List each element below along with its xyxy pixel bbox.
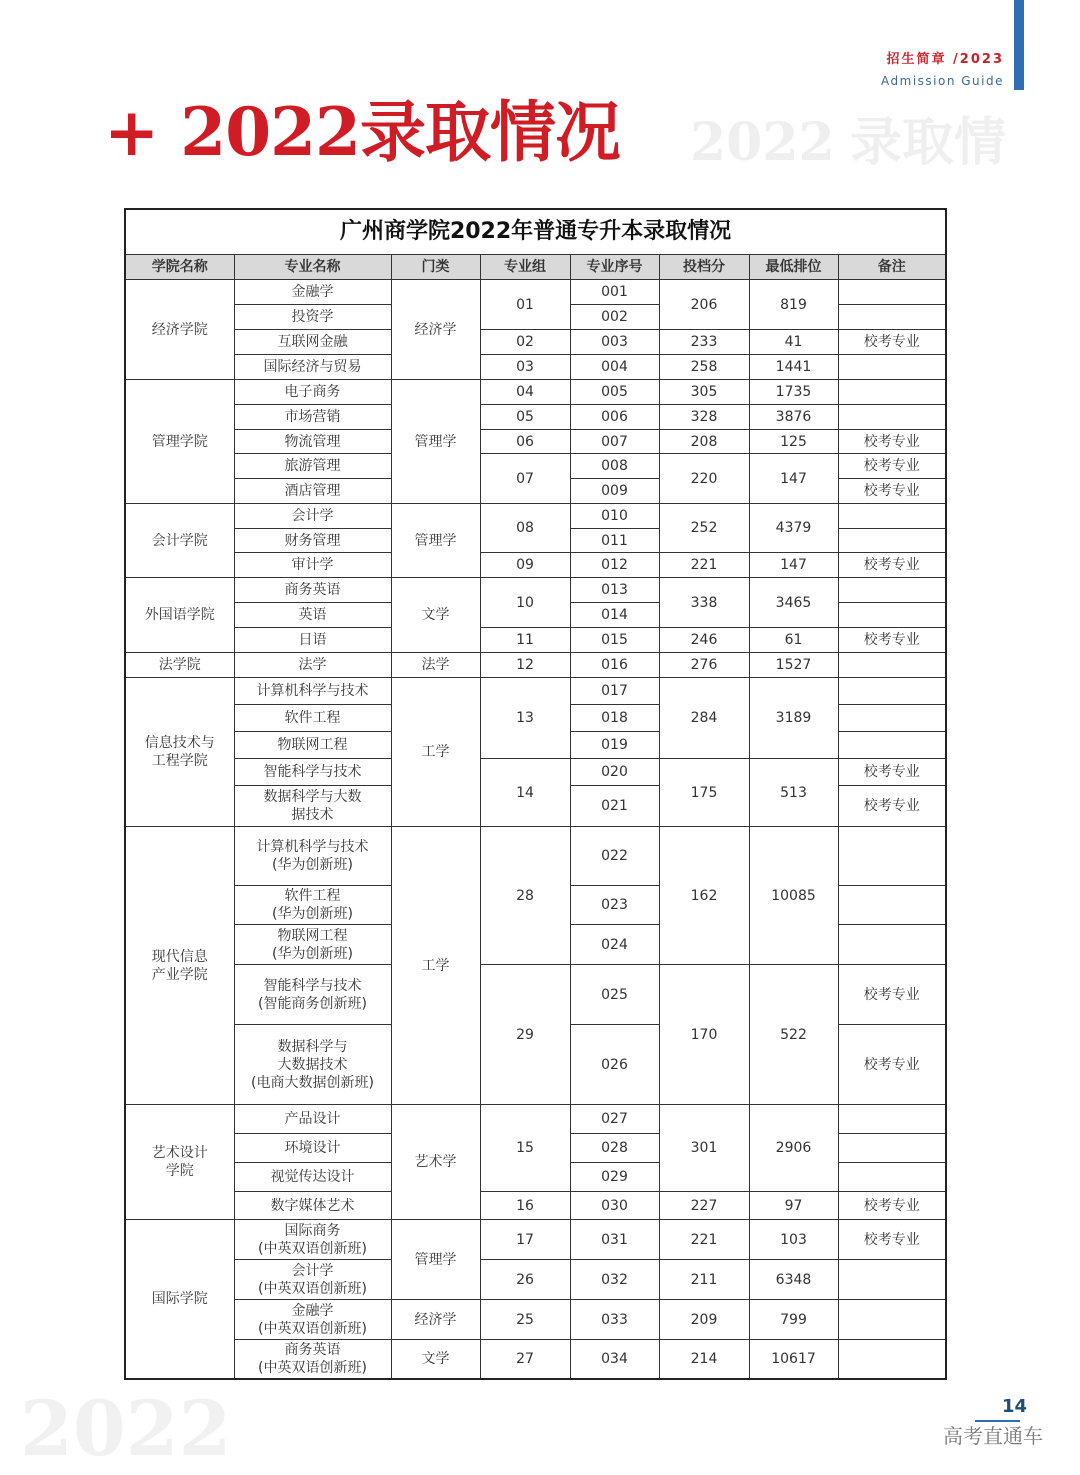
table-row (125, 355, 946, 380)
note-cell (838, 678, 946, 705)
seq-cell: 031 (570, 1220, 659, 1260)
major-cell: 数据科学与大数 据技术 (234, 786, 391, 827)
rank-cell: 3465 (749, 578, 838, 628)
major-cell: 审计学 (234, 553, 391, 578)
seq-cell: 022 (570, 827, 659, 886)
note-cell (838, 1105, 946, 1134)
score-cell: 220 (659, 454, 749, 504)
table-row (125, 330, 946, 355)
score-cell: 227 (659, 1192, 749, 1220)
rank-cell: 10617 (749, 1340, 838, 1379)
rank-cell: 1735 (749, 380, 838, 405)
major-cell: 日语 (234, 628, 391, 653)
page-underline (975, 1420, 1020, 1422)
group-cell: 26 (480, 1260, 570, 1300)
seq-cell: 005 (570, 380, 659, 405)
table-row (125, 759, 946, 786)
rank-cell: 147 (749, 553, 838, 578)
major-cell: 商务英语 (234, 578, 391, 603)
note-cell: 校考专业 (838, 759, 946, 786)
seq-cell: 010 (570, 504, 659, 529)
table-row (125, 1260, 946, 1300)
note-cell: 校考专业 (838, 454, 946, 479)
seq-cell: 026 (570, 1025, 659, 1105)
rank-cell: 513 (749, 759, 838, 827)
group-cell: 10 (480, 578, 570, 628)
rank-cell: 10085 (749, 827, 838, 965)
group-cell: 16 (480, 1192, 570, 1220)
seq-cell: 032 (570, 1260, 659, 1300)
rank-cell: 2906 (749, 1105, 838, 1192)
major-cell: 国际经济与贸易 (234, 355, 391, 380)
category-cell: 管理学 (391, 1220, 480, 1300)
category-cell: 艺术学 (391, 1105, 480, 1220)
note-cell: 校考专业 (838, 1025, 946, 1105)
seq-cell: 020 (570, 759, 659, 786)
major-cell: 旅游管理 (234, 454, 391, 479)
note-cell: 校考专业 (838, 330, 946, 355)
score-cell: 162 (659, 827, 749, 965)
table-row (125, 827, 946, 886)
college-cell: 经济学院 (125, 280, 234, 380)
rank-cell: 4379 (749, 504, 838, 553)
watermark-text: 录取情 (850, 112, 1007, 173)
group-cell: 03 (480, 355, 570, 380)
table-row (125, 405, 946, 430)
category-cell: 工学 (391, 827, 480, 1105)
seq-cell: 009 (570, 479, 659, 504)
seq-cell: 033 (570, 1300, 659, 1340)
table-row (125, 965, 946, 1025)
major-cell: 国际商务 (中英双语创新班) (234, 1220, 391, 1260)
score-cell: 221 (659, 1220, 749, 1260)
column-header: 最低排位 (749, 255, 838, 280)
note-cell (838, 1134, 946, 1163)
score-cell: 208 (659, 430, 749, 454)
group-cell: 29 (480, 965, 570, 1105)
note-cell (838, 603, 946, 628)
seq-cell: 029 (570, 1163, 659, 1192)
table-row (125, 280, 946, 305)
major-cell: 计算机科学与技术 (234, 678, 391, 705)
seq-cell: 034 (570, 1340, 659, 1379)
score-cell: 252 (659, 504, 749, 553)
seq-cell: 007 (570, 430, 659, 454)
note-cell: 校考专业 (838, 1192, 946, 1220)
major-cell: 产品设计 (234, 1105, 391, 1134)
major-cell: 投资学 (234, 305, 391, 330)
major-cell: 物联网工程 (234, 732, 391, 759)
note-cell (838, 380, 946, 405)
major-cell: 金融学 (中英双语创新班) (234, 1300, 391, 1340)
group-cell: 11 (480, 628, 570, 653)
seq-cell: 025 (570, 965, 659, 1025)
group-cell: 05 (480, 405, 570, 430)
table-row (125, 578, 946, 603)
major-cell: 计算机科学与技术 (华为创新班) (234, 827, 391, 886)
major-cell: 会计学 (中英双语创新班) (234, 1260, 391, 1300)
watermark-bottom: 2022 (20, 1384, 232, 1473)
header-row (125, 255, 946, 280)
category-cell: 经济学 (391, 1300, 480, 1340)
score-cell: 284 (659, 678, 749, 759)
seq-cell: 024 (570, 925, 659, 965)
seq-cell: 008 (570, 454, 659, 479)
column-header: 专业组 (480, 255, 570, 280)
rank-cell: 6348 (749, 1260, 838, 1300)
brand-english: Admission Guide (881, 74, 1004, 88)
rank-cell: 97 (749, 1192, 838, 1220)
college-cell: 外国语学院 (125, 578, 234, 653)
table-row (125, 1220, 946, 1260)
major-cell: 会计学 (234, 504, 391, 529)
rank-cell: 1527 (749, 653, 838, 678)
category-cell: 文学 (391, 578, 480, 653)
note-cell: 校考专业 (838, 430, 946, 454)
table-row (125, 653, 946, 678)
note-cell (838, 705, 946, 732)
major-cell: 物联网工程 (华为创新班) (234, 925, 391, 965)
note-cell (838, 504, 946, 529)
major-cell: 数字媒体艺术 (234, 1192, 391, 1220)
table-row (125, 454, 946, 479)
note-cell (838, 732, 946, 759)
category-cell: 经济学 (391, 280, 480, 380)
major-cell: 智能科学与技术 (智能商务创新班) (234, 965, 391, 1025)
seq-cell: 030 (570, 1192, 659, 1220)
note-cell (838, 1163, 946, 1192)
note-cell: 校考专业 (838, 1220, 946, 1260)
admission-table (124, 208, 947, 1380)
rank-cell: 125 (749, 430, 838, 454)
note-cell (838, 529, 946, 553)
score-cell: 301 (659, 1105, 749, 1192)
note-cell (838, 886, 946, 925)
college-cell: 现代信息 产业学院 (125, 827, 234, 1105)
college-cell: 管理学院 (125, 380, 234, 504)
rank-cell: 3876 (749, 405, 838, 430)
seq-cell: 001 (570, 280, 659, 305)
group-cell: 01 (480, 280, 570, 330)
table-row (125, 430, 946, 454)
college-cell: 法学院 (125, 653, 234, 678)
seq-cell: 013 (570, 578, 659, 603)
seq-cell: 021 (570, 786, 659, 827)
note-cell (838, 280, 946, 305)
rank-cell: 1441 (749, 355, 838, 380)
group-cell: 17 (480, 1220, 570, 1260)
college-cell: 国际学院 (125, 1220, 234, 1379)
score-cell: 206 (659, 280, 749, 330)
accent-bar (1014, 0, 1024, 90)
category-cell: 文学 (391, 1340, 480, 1379)
score-cell: 328 (659, 405, 749, 430)
source-watermark: 高考直通车 (943, 1424, 1043, 1448)
note-cell (838, 355, 946, 380)
major-cell: 视觉传达设计 (234, 1163, 391, 1192)
column-header: 专业名称 (234, 255, 391, 280)
group-cell: 12 (480, 653, 570, 678)
note-cell: 校考专业 (838, 553, 946, 578)
category-cell: 工学 (391, 678, 480, 827)
note-cell (838, 653, 946, 678)
note-cell (838, 925, 946, 965)
seq-cell: 002 (570, 305, 659, 330)
table-row (125, 504, 946, 529)
group-cell: 06 (480, 430, 570, 454)
seq-cell: 014 (570, 603, 659, 628)
major-cell: 智能科学与技术 (234, 759, 391, 786)
rank-cell: 799 (749, 1300, 838, 1340)
brand-chinese: 招生简章 /2023 (886, 52, 1004, 67)
seq-cell: 019 (570, 732, 659, 759)
score-cell: 221 (659, 553, 749, 578)
seq-cell: 018 (570, 705, 659, 732)
major-cell: 金融学 (234, 280, 391, 305)
table-row (125, 553, 946, 578)
group-cell: 02 (480, 330, 570, 355)
rank-cell: 819 (749, 280, 838, 330)
seq-cell: 028 (570, 1134, 659, 1163)
group-cell: 09 (480, 553, 570, 578)
major-cell: 软件工程 (华为创新班) (234, 886, 391, 925)
score-cell: 305 (659, 380, 749, 405)
watermark-year: 2022 (690, 112, 835, 173)
group-cell: 13 (480, 678, 570, 759)
seq-cell: 004 (570, 355, 659, 380)
major-cell: 法学 (234, 653, 391, 678)
table-row (125, 678, 946, 705)
column-header: 备注 (838, 255, 946, 280)
note-cell: 校考专业 (838, 965, 946, 1025)
score-cell: 209 (659, 1300, 749, 1340)
seq-cell: 023 (570, 886, 659, 925)
note-cell (838, 305, 946, 330)
seq-cell: 012 (570, 553, 659, 578)
score-cell: 170 (659, 965, 749, 1105)
seq-cell: 011 (570, 529, 659, 553)
rank-cell: 61 (749, 628, 838, 653)
seq-cell: 006 (570, 405, 659, 430)
table-row (125, 628, 946, 653)
major-cell: 酒店管理 (234, 479, 391, 504)
major-cell: 财务管理 (234, 529, 391, 553)
group-cell: 27 (480, 1340, 570, 1379)
score-cell: 211 (659, 1260, 749, 1300)
table-row (125, 380, 946, 405)
major-cell: 商务英语 (中英双语创新班) (234, 1340, 391, 1379)
major-cell: 数据科学与 大数据技术 (电商大数据创新班) (234, 1025, 391, 1105)
seq-cell: 027 (570, 1105, 659, 1134)
table-title: 广州商学院2022年普通专升本录取情况 (125, 209, 946, 255)
major-cell: 环境设计 (234, 1134, 391, 1163)
column-header: 专业序号 (570, 255, 659, 280)
column-header: 投档分 (659, 255, 749, 280)
group-cell: 08 (480, 504, 570, 553)
note-cell (838, 578, 946, 603)
major-cell: 市场营销 (234, 405, 391, 430)
score-cell: 233 (659, 330, 749, 355)
college-cell: 艺术设计 学院 (125, 1105, 234, 1220)
note-cell (838, 827, 946, 886)
rank-cell: 522 (749, 965, 838, 1105)
score-cell: 276 (659, 653, 749, 678)
group-cell: 15 (480, 1105, 570, 1192)
score-cell: 258 (659, 355, 749, 380)
score-cell: 214 (659, 1340, 749, 1379)
category-cell: 管理学 (391, 380, 480, 504)
rank-cell: 3189 (749, 678, 838, 759)
note-cell: 校考专业 (838, 628, 946, 653)
note-cell: 校考专业 (838, 786, 946, 827)
note-cell (838, 1340, 946, 1379)
seq-cell: 016 (570, 653, 659, 678)
category-cell: 管理学 (391, 504, 480, 578)
major-cell: 互联网金融 (234, 330, 391, 355)
seq-cell: 003 (570, 330, 659, 355)
table-row (125, 1105, 946, 1134)
rank-cell: 147 (749, 454, 838, 504)
page-title: + 2022录取情况 (104, 93, 620, 171)
table-row (125, 1300, 946, 1340)
seq-cell: 015 (570, 628, 659, 653)
score-cell: 338 (659, 578, 749, 628)
major-cell: 电子商务 (234, 380, 391, 405)
group-cell: 25 (480, 1300, 570, 1340)
major-cell: 英语 (234, 603, 391, 628)
major-cell: 物流管理 (234, 430, 391, 454)
score-cell: 175 (659, 759, 749, 827)
seq-cell: 017 (570, 678, 659, 705)
rank-cell: 41 (749, 330, 838, 355)
page-number: 14 (1002, 1396, 1028, 1417)
group-cell: 14 (480, 759, 570, 827)
note-cell (838, 1260, 946, 1300)
table-row (125, 1340, 946, 1379)
college-cell: 信息技术与 工程学院 (125, 678, 234, 827)
category-cell: 法学 (391, 653, 480, 678)
table-row (125, 1192, 946, 1220)
note-cell (838, 405, 946, 430)
group-cell: 04 (480, 380, 570, 405)
column-header: 门类 (391, 255, 480, 280)
group-cell: 28 (480, 827, 570, 965)
college-cell: 会计学院 (125, 504, 234, 578)
column-header: 学院名称 (125, 255, 234, 280)
note-cell (838, 1300, 946, 1340)
note-cell: 校考专业 (838, 479, 946, 504)
rank-cell: 103 (749, 1220, 838, 1260)
score-cell: 246 (659, 628, 749, 653)
group-cell: 07 (480, 454, 570, 504)
major-cell: 软件工程 (234, 705, 391, 732)
